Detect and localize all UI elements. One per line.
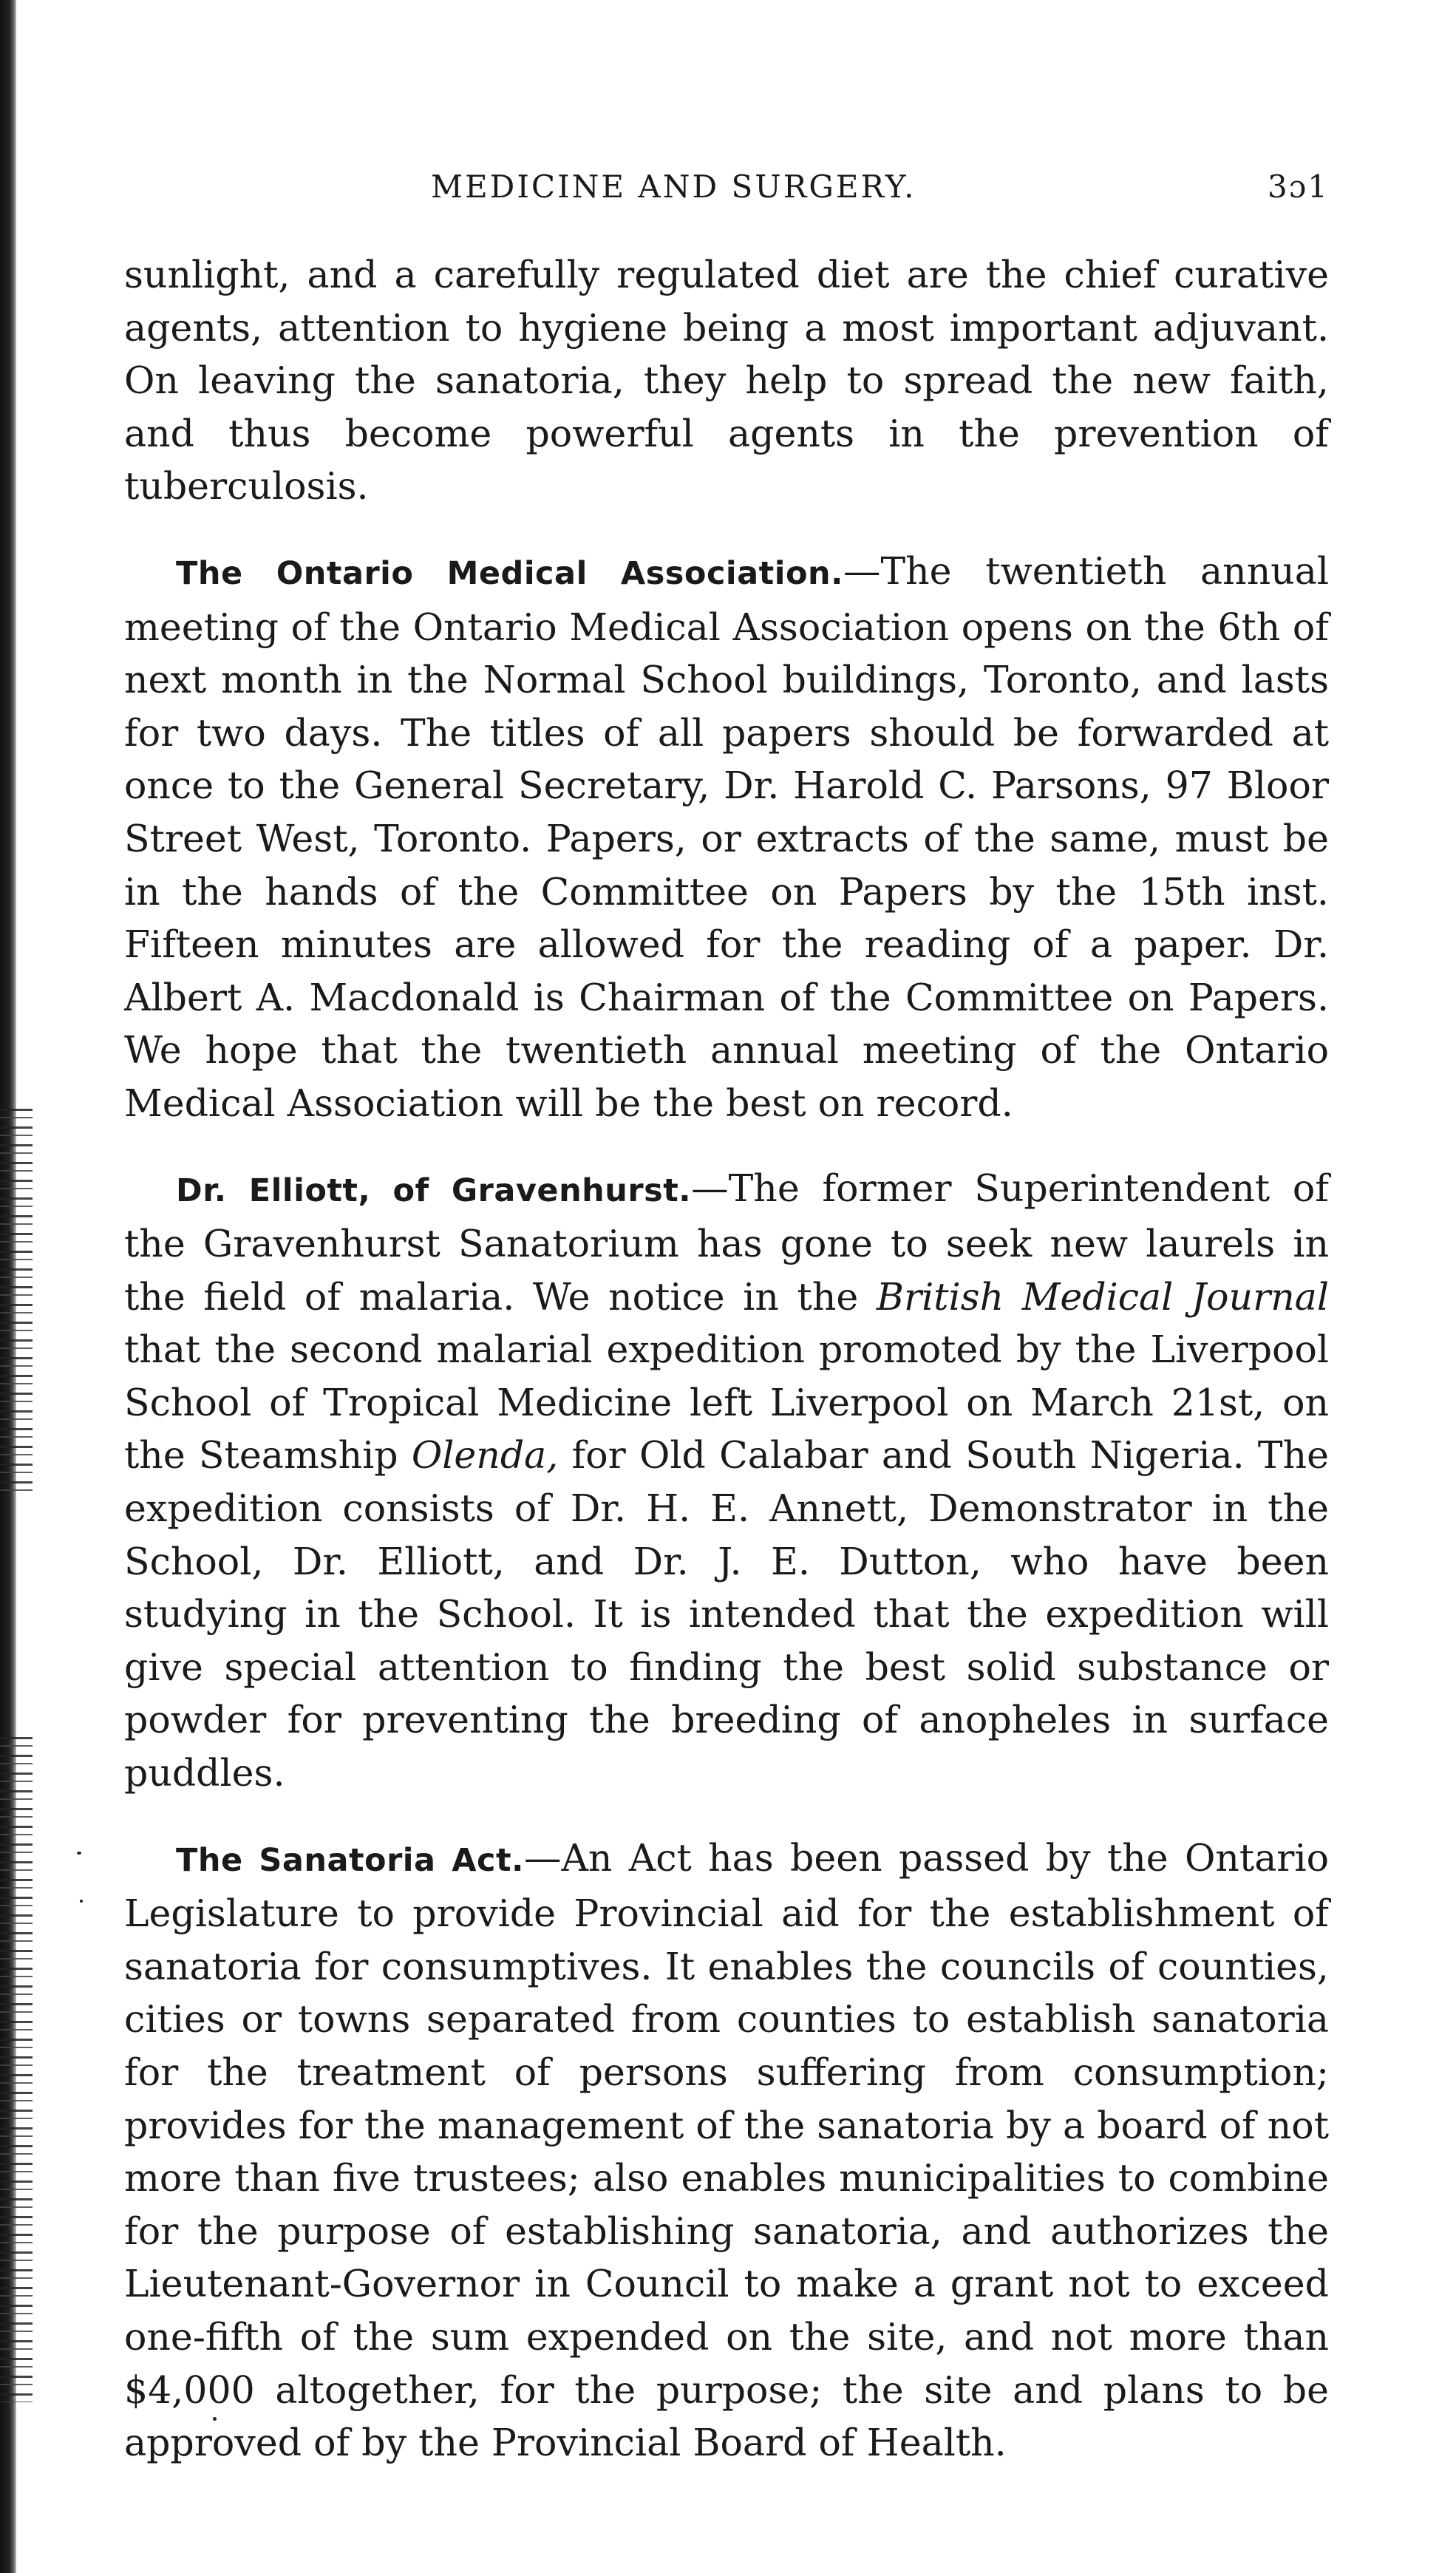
document-page	[124, 169, 1329, 2501]
paragraph-text: sunlight, and a carefully regulated diet are the chief curative agents, attention to hygiene being a most important adjuvant. On leaving the sanatoria, they help to spread the new faith, and thus become powerful agents in the prevention of tuberculosis.	[124, 253, 1329, 509]
paragraph-text: —The twentieth annual meeting of the Ontario Medical Association opens on the 6th of next month in the Normal School buildings, Toronto, and lasts for two days. The titles of all papers should be forwarded at once to the General Secretary, Dr. Harold C. Parsons, 97 Bloor Street West, Toronto. Papers, or extracts of the same, must be in the hands of the Committee on Papers by the 15th inst. Fifteen minutes are allowed for the reading of a paper. Dr. Albert A. Macdonald is Chairman of the Committee on Papers. We hope that the twentieth annual meeting of the Ontario Medical Association will be the best on record.	[124, 548, 1329, 1125]
ship-name: Olenda,	[411, 1433, 559, 1478]
paragraph-dr-elliott	[124, 1162, 1329, 1800]
page-number: 3ɔ1	[1268, 169, 1329, 205]
section-heading: The Sanatoria Act.	[176, 1841, 524, 1879]
section-heading: The Ontario Medical Association.	[176, 554, 843, 592]
paragraph-text: —An Act has been passed by the Ontario Legislature to provide Provincial aid for the establishment of sanatoria for consumptives. It enables the councils of counties, cities or towns separated from counties to establish sanatoria for the treatment of persons suffering from consumption; provides for the management of the sanatoria by a board of not more than five trustees; also enables municipalities to combine for the purpose of establishing sanatoria, and authorizes the Lieutenant-Governor in Council to make a grant not to exceed one-fifth of the sum expended on the site, and not more than $4,000 altogether, for the purpose; the site and plans to be approved of by the Provincial Board of Health.	[124, 1835, 1329, 2465]
scan-binding-speckle	[0, 1109, 33, 1493]
paragraph-text: that the second malarial expedition promoted by the Liverpool School of Tropical Medicine left Liverpool on March 21st, on the Steamship	[124, 1328, 1329, 1478]
section-heading: Dr. Elliott, of Gravenhurst.	[176, 1172, 692, 1209]
scan-speck	[77, 1852, 81, 1855]
paragraph-sanatoria-act	[124, 1832, 1329, 2470]
running-title: MEDICINE AND SURGERY.	[431, 169, 916, 205]
journal-title: British Medical Journal	[876, 1274, 1329, 1319]
paragraph-text: for Old Calabar and South Nigeria. The expedition consists of Dr. H. E. Annett, Demonstrator in the School, Dr. Elliott, and Dr. J. E. Dutton, who have been studying in the School. It is intended that the expedition will give special attention to finding the best solid substance or powder for preventing the breeding of anopheles in surface puddles.	[124, 1433, 1329, 1795]
paragraph-continuation	[124, 248, 1329, 513]
scan-speck	[213, 2417, 217, 2421]
paragraph-text: —The former Superintendent of the Gravenhurst Sanatorium has gone to seek new laurels in the field of malaria. We notice in the	[124, 1166, 1329, 1319]
scan-binding-speckle	[0, 1737, 33, 2402]
scan-speck	[80, 1900, 83, 1903]
running-header	[124, 169, 1329, 220]
paragraph-ontario-medical-association	[124, 545, 1329, 1130]
